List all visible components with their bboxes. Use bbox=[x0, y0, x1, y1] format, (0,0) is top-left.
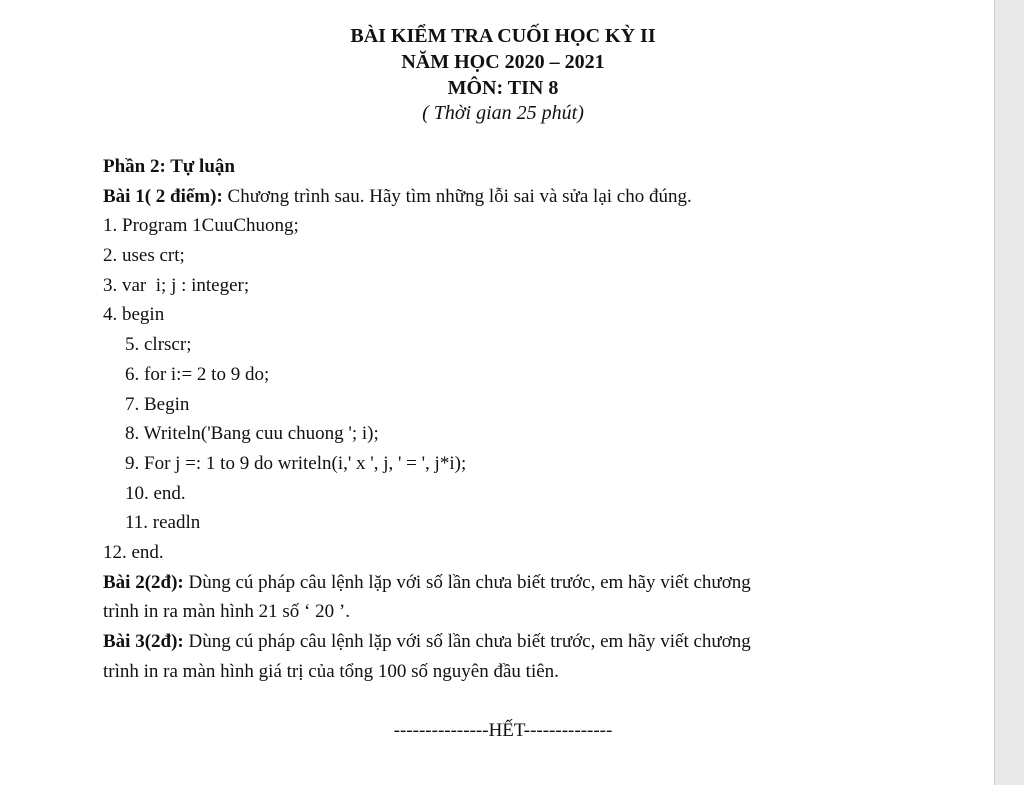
question-2-text-cont: trình in ra màn hình 21 số ‘ 20 ’. bbox=[103, 601, 350, 623]
code-line-8: 8. Writeln('Bang cuu chuong '; i); bbox=[125, 423, 379, 445]
window-gutter bbox=[995, 0, 1024, 785]
end-marker: ---------------HẾT-------------- bbox=[393, 720, 613, 741]
code-line-6: 6. for i:= 2 to 9 do; bbox=[125, 363, 270, 385]
code-line-3: 3. var i; j : integer; bbox=[103, 274, 250, 296]
code-line-7: 7. Begin bbox=[125, 393, 190, 415]
question-1 bbox=[103, 182, 923, 212]
code-line-11: 11. readln bbox=[125, 512, 201, 534]
question-3-text-cont: trình in ra màn hình giá trị của tổng 100 số nguyên đầu tiên. bbox=[103, 660, 559, 682]
code-line-2: 2. uses crt; bbox=[103, 245, 185, 267]
question-3-text: Dùng cú pháp câu lệnh lặp với số lần chưa biết trước, em hãy viết chương bbox=[183, 631, 751, 652]
code-line-9: 9. For j =: 1 to 9 do writeln(i,' x ', j, ' = ', j*i); bbox=[125, 452, 467, 474]
question-3 bbox=[103, 627, 923, 657]
exam-body bbox=[103, 152, 923, 686]
code-line-4: 4. begin bbox=[103, 304, 165, 326]
code-line-12: 12. end. bbox=[103, 541, 164, 563]
question-1-label: Bài 1( 2 điểm): bbox=[103, 185, 223, 207]
time-label: ( Thời gian 25 phút) bbox=[422, 102, 584, 124]
question-3-label: Bài 3(2đ): bbox=[103, 631, 184, 652]
section-title: Phần 2: Tự luận bbox=[103, 156, 235, 177]
subject-label: MÔN: TIN 8 bbox=[447, 77, 559, 99]
question-2 bbox=[103, 568, 923, 598]
question-2-text: Dùng cú pháp câu lệnh lặp với số lần chưa biết trước, em hãy viết chương bbox=[183, 571, 751, 593]
code-line-10: 10. end. bbox=[125, 482, 186, 504]
code-line-1: 1. Program 1CuuChuong; bbox=[103, 215, 299, 237]
exam-title: BÀI KIỂM TRA CUỐI HỌC KỲ II bbox=[350, 25, 656, 47]
school-year: NĂM HỌC 2020 – 2021 bbox=[401, 51, 605, 73]
code-line-5: 5. clrscr; bbox=[125, 334, 192, 356]
question-1-text: Chương trình sau. Hãy tìm những lỗi sai và sửa lại cho đúng. bbox=[222, 185, 692, 207]
question-2-label: Bài 2(2đ): bbox=[103, 571, 184, 593]
